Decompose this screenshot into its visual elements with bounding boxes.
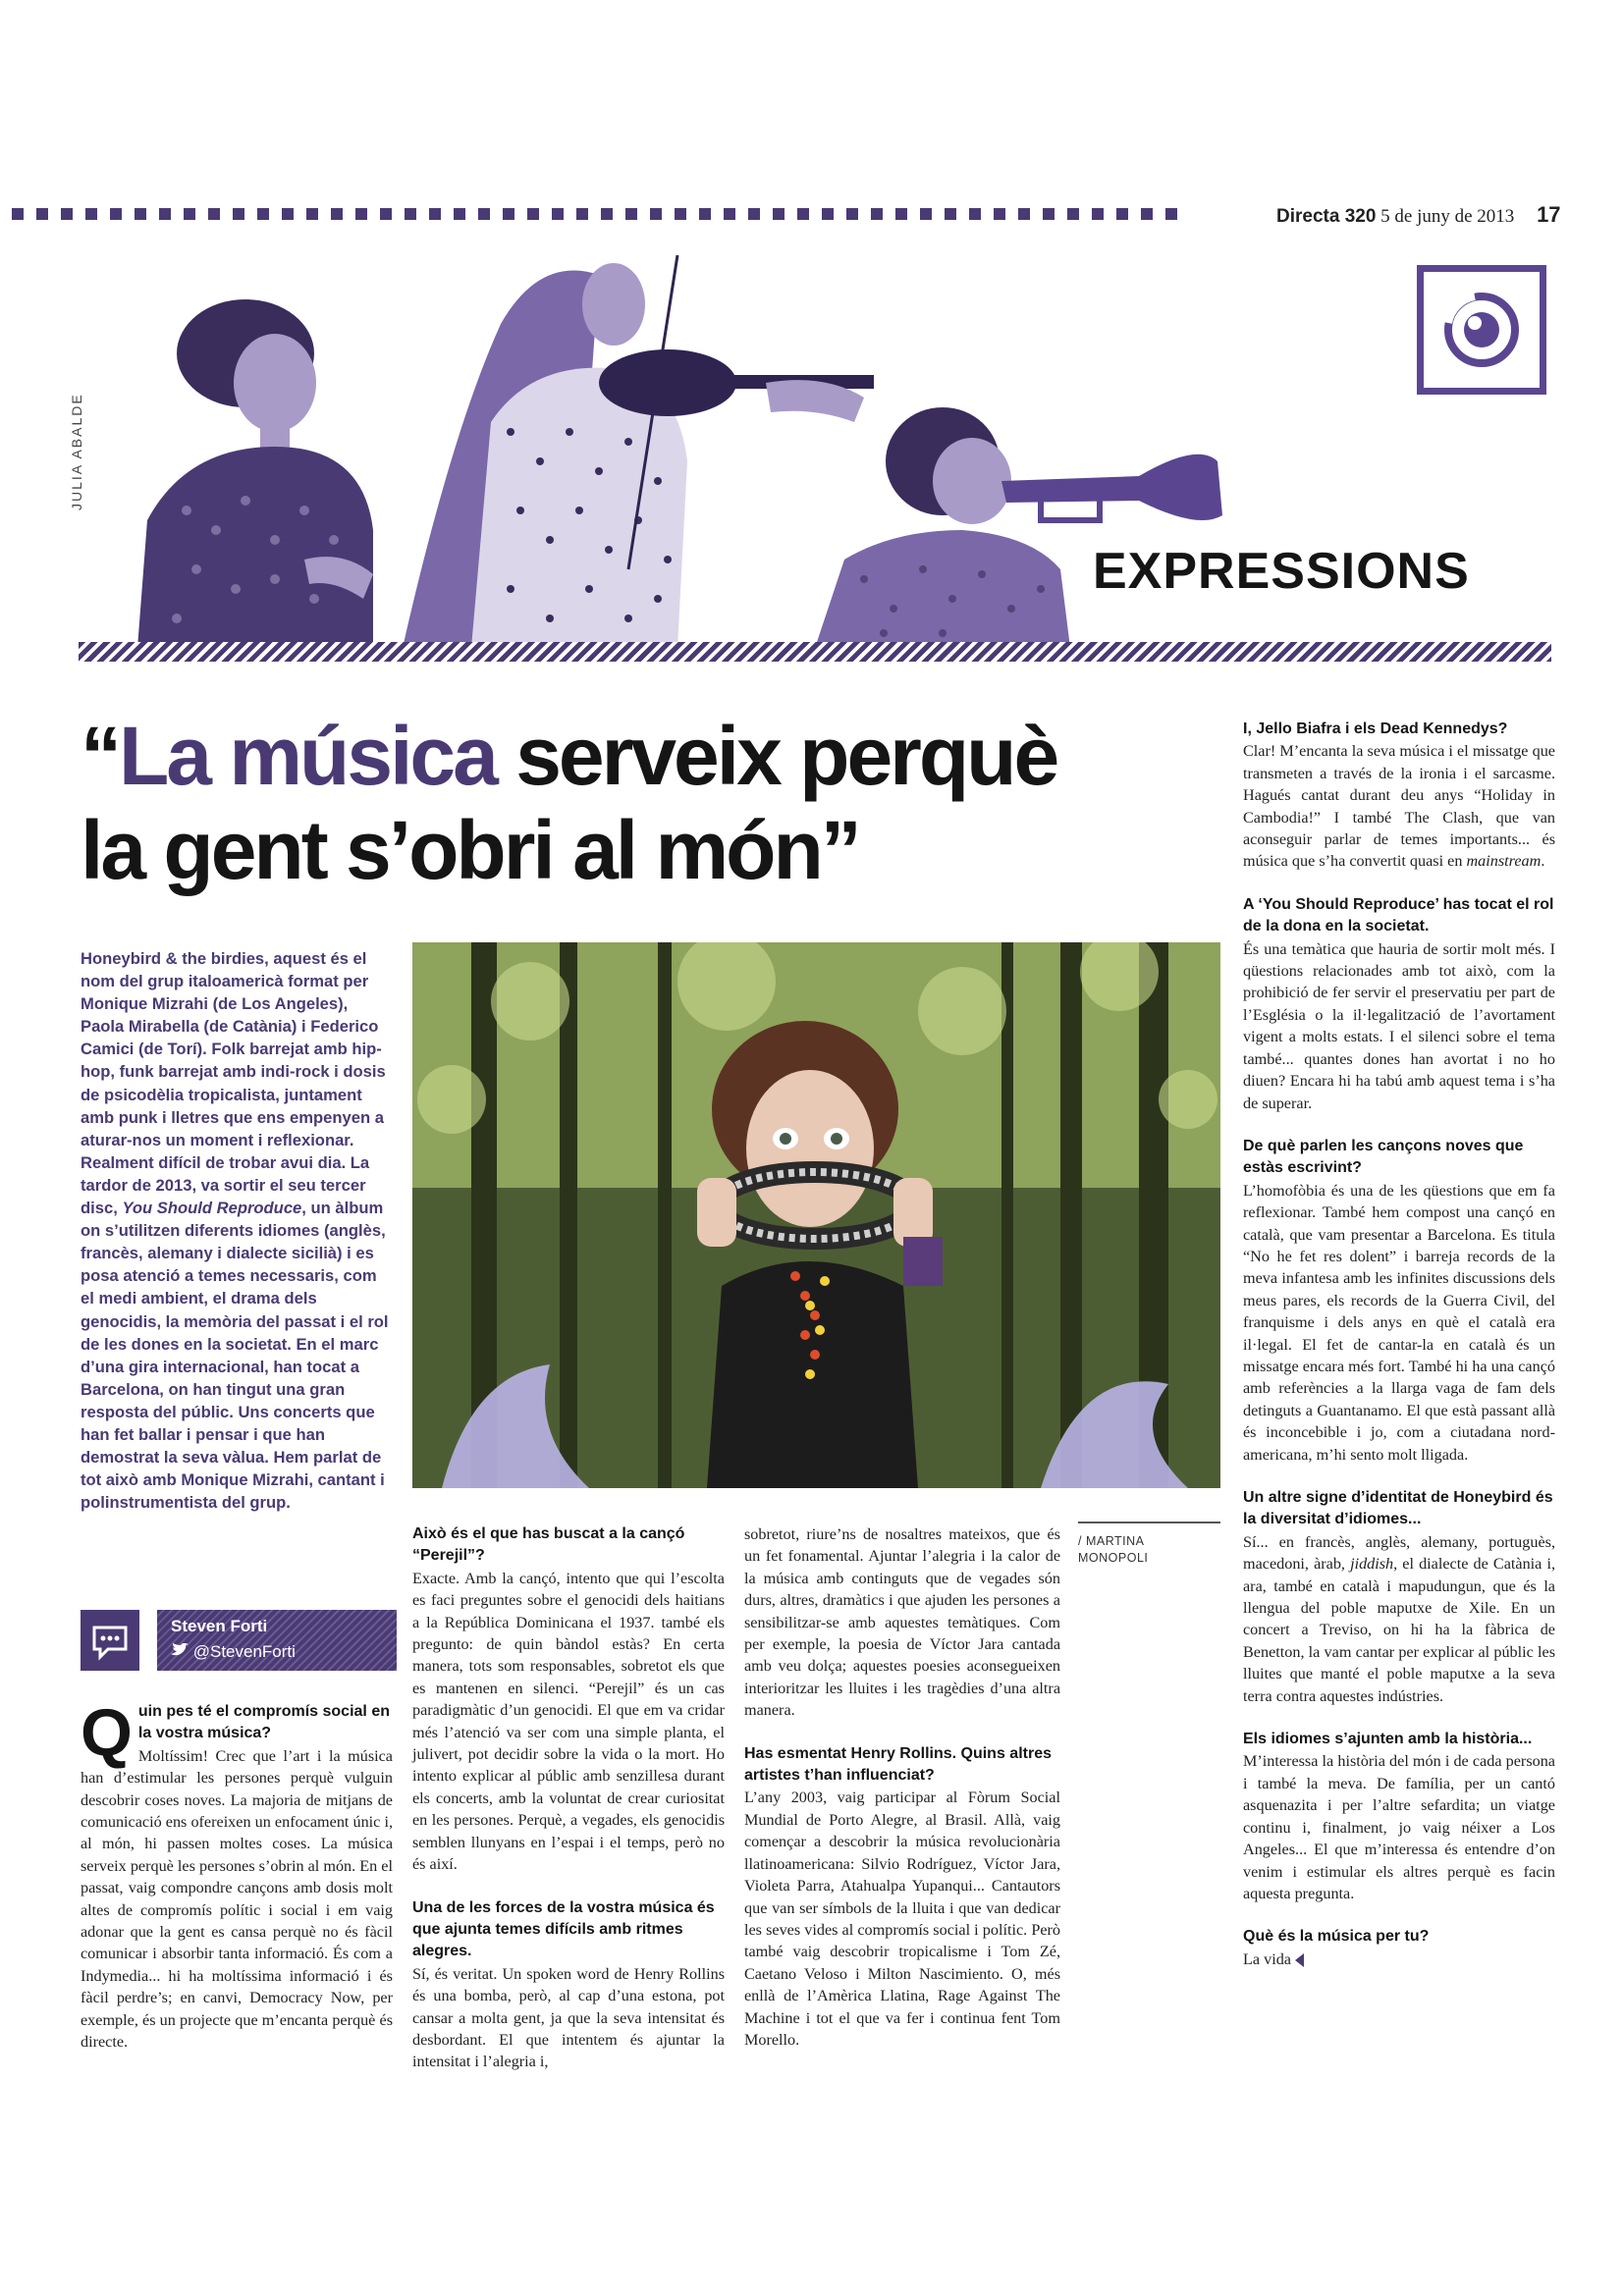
photo-credit-line1: / MARTINA bbox=[1078, 1534, 1145, 1548]
answer-10-text: La vida bbox=[1243, 1949, 1291, 1968]
answer-5-text: Clar! M’encanta la seva música i el missatge que transmeten a través de la ironia i el sarcasme. Hagués cantat durant deu anys “Holiday in Cambodia!” I també The Clash, que van aconseguir parlar de temes importants... és música que s’ha convertit quasi en bbox=[1243, 742, 1555, 871]
illustration-credit: JULIA ABALDE bbox=[69, 393, 84, 510]
question-4: Has esmentat Henry Rollins. Quins altres artistes t’han influenciat? bbox=[744, 1744, 1052, 1785]
column-3 bbox=[744, 1523, 1060, 2051]
answer-3-continued: sobretot, riure’ns de nosaltres mateixos, que és un fet fonamental. Ajuntar l’alegria i la calor de la música amb continguts que de vegades són durs, altres, dramàtics i que ajuden les persones a sensibilitzar-se amb aquestes temàtiques. Com per exemple, la poesia de Víctor Jara cantada amb veu dolça; aquestes poesies aconsegueixen interioritzar les lluites i les tragèdies d’una altra manera. bbox=[744, 1525, 1060, 1720]
lead-rest: , un àlbum on s’utilitzen diferents idiomes (anglès, francès, alemany i dialecte sicilià) i es posa atenció a temes necessaris, com el medi ambient, el drama dels genocidis, la memòria del passat i el rol de les dones en la societat. En el marc d’una gira internacional, han tocat a Barcelona, on han tingut una gran resposta del públic. Uns concerts que han fet ballar i pensar i que han demostrat la seva vàlua. Hem parlat de tot això amb Monique Mizrahi, cantant i polinstrumentista del grup. bbox=[81, 1199, 389, 1513]
headline bbox=[81, 709, 1219, 897]
answer-8-pre: Sí... en francès, anglès, alemany, portuguès, macedoni, àrab, bbox=[1243, 1532, 1555, 1574]
answer-8-text: , el dialecte de Catània i, ara, també en català i mapudungun, que és la llengua del poble maputxe de Xile. En un concert a Treviso, on hi ha la fàbrica de Benetton, la vam cantar per explicar al públic les lluites que manté el poble maputxe a la seva terra contra aquestes indústries. bbox=[1243, 1555, 1555, 1705]
headline-highlight: La música bbox=[119, 710, 496, 802]
question-5: I, Jello Biafra i els Dead Kennedys? bbox=[1243, 721, 1508, 737]
section-stripe bbox=[79, 642, 1551, 662]
violinist-figure bbox=[403, 255, 874, 648]
author-name: Steven Forti bbox=[171, 1617, 268, 1635]
lead-paragraph bbox=[81, 947, 393, 1514]
column-4 bbox=[1243, 719, 1555, 1970]
answer-8-emphasis: jiddish bbox=[1350, 1555, 1394, 1574]
headline-line2: la gent s’obri al món” bbox=[81, 804, 859, 896]
question-1: uin pes té el compromís social en la vostra música? bbox=[137, 1703, 390, 1742]
question-6: A ‘You Should Reproduce’ has tocat el rol de la dona en la societat. bbox=[1243, 895, 1554, 935]
section-title: EXPRESSIONS bbox=[1093, 543, 1470, 600]
eye-logo-icon bbox=[1417, 265, 1546, 395]
masthead bbox=[1276, 202, 1561, 228]
trumpeter-figure bbox=[815, 407, 1222, 648]
answer-1: Moltíssim! Crec que l’art i la música han d’estimular les persones perquè vulguin descobrir coses noves. La majoria de mitjans de comunicació ens ofereixen un enfocament únic i, al món, hi passen moltes coses. La música serveix perquè les persones s’obrin al món. En el passat, vaig compondre cançons amb dosis molt altes de compromís polític i social i em vaig adonar que la gent es cansa perquè no és fàcil comunicar i absorbir tanta informació. És com a Indymedia... hi ha moltíssima informació i és fàcil perdre’s; en canvi, Democracy Now, per exemple, és un projecte que m’encanta perquè és directe. bbox=[81, 1746, 393, 2052]
headline-open-quote: “ bbox=[81, 710, 119, 802]
answer-6: És una temàtica que hauria de sortir molt més. I qüestions relacionades amb tot això, com la prohibició de fer servir el preservatiu per part de l’Església o la il·legalització de l’avortament vigent a molts estats. I el silenci sobre el tema també... quantes dones han avortat i no ho diuen? Encara hi ha tabú amb aquest tema i s’ha de superar. bbox=[1243, 939, 1555, 1112]
answer-5 bbox=[1243, 740, 1555, 872]
photo-credit bbox=[1078, 1533, 1148, 1567]
answer-9: M’interessa la història del món i de cada persona i també la meva. De família, per un cantó asquenazita i per l’altre sefardita; un viatge continu i, finalment, jo vaig néixer a Los Angeles... El que m’interessa és entendre d’on venim i estimular els altres perquè es facin aquesta pregunta. bbox=[1243, 1752, 1555, 1902]
question-7: De què parlen les cançons noves que estàs escrivint? bbox=[1243, 1137, 1524, 1177]
question-8: Un altre signe d’identitat de Honeybird és la diversitat d’idiomes... bbox=[1243, 1489, 1553, 1528]
answer-5-emphasis: mainstream bbox=[1466, 852, 1542, 871]
answer-2: Exacte. Amb la cançó, intento que qui l’escolta es faci preguntes sobre el genocidi dels haitians a la República Dominicana el 1937. també els pregunto: de quin bàndol estàs? En certa manera, tots som responsables, sobretot els que es mantenen en silenci. “Perejil” és un cas paradigmàtic d’un genocidi. El que em va cridar més l’atenció va ser com una simple planta, el julivert, pot decidir sobre la vida o la mort. Ho intento explicar al públic amb senzillesa durant els concerts, amb la voluntat de crear curiositat en les persones. Perquè, a vegades, els genocidis semblen llunyans en l’espai i el temps, però no és així. bbox=[412, 1569, 725, 1874]
answer-5-end: . bbox=[1541, 852, 1545, 871]
top-dotted-rule bbox=[12, 208, 1224, 220]
drop-cap: Q bbox=[81, 1695, 133, 1770]
question-3: Una de les forces de la vostra música és que ajunta temes difícils amb ritmes alegres. bbox=[412, 1898, 715, 1960]
publication-name: Directa 320 bbox=[1276, 206, 1377, 227]
column-2 bbox=[412, 1523, 725, 2073]
lead-text: Honeybird & the birdies, aquest és el nom del grup italoamericà format per Monique Mizrahi (de Los Angeles), Paola Mirabella (de Catània) i Federico Camici (de Torí). Folk barrejat amb hip-hop, funk barrejat amb indi-rock i dosis de psicodèlia tropicalista, juntament amb punk i lletres que ens empenyen a aturar-nos un moment i reflexionar. Realment difícil de trobar avui dia. La tardor de 2013, va sortir el seu tercer disc, bbox=[81, 949, 386, 1218]
page-number: 17 bbox=[1537, 202, 1561, 227]
question-2: Això és el que has buscat a la cançó “Perejil”? bbox=[412, 1525, 685, 1565]
answer-10 bbox=[1243, 1949, 1555, 1970]
article-photo bbox=[412, 942, 1220, 1488]
answer-8 bbox=[1243, 1531, 1555, 1707]
chat-bubble-icon bbox=[81, 1610, 139, 1671]
end-mark-icon bbox=[1295, 1953, 1304, 1967]
headline-line1: serveix perquè bbox=[495, 710, 1057, 802]
question-9: Els idiomes s’ajunten amb la història... bbox=[1243, 1731, 1533, 1748]
author-box bbox=[81, 1610, 397, 1671]
answer-4: L’any 2003, vaig participar al Fòrum Social Mundial de Porto Alegre, al Brasil. Allà, vaig començar a descobrir la música revolucionària llatinoamericana: Silvio Rodríguez, Víctor Jara, Violeta Parra, Atahualpa Yupanqui... Cantautors que van ser símbols de la lluita i que van dedicar les seves vides al compromís social i polític. Però també vaig descobrir tropicalisme i Tom Zé, Caetano Veloso i Milton Nascimiento. O, més enllà de l’Amèrica Llatina, Rage Against The Machine i tot el que va fer i continua fent Tom Morello. bbox=[744, 1789, 1060, 2049]
author-handle[interactable]: @StevenForti bbox=[192, 1642, 296, 1661]
photo-credit-line2: MONOPOLI bbox=[1078, 1551, 1149, 1565]
author-handle-row bbox=[171, 1642, 296, 1662]
singer-figure bbox=[137, 299, 373, 648]
question-10: Què és la música per tu? bbox=[1243, 1928, 1430, 1946]
answer-7: L’homofòbia és una de les qüestions que em fa reflexionar. També hem compost una cançó en català, que vam presentar a Barcelona. Es titula “No he fet res dolent” i barreja records de la meva infantesa amb les infinites discussions dels meus pares, els records de la Guerra Civil, del franquisme i dels anys en què el català era il·legal. El fet de cantar-la en català és un missatge encara més fort. També hi ha una cançó amb referències a la llarga vaga de fam dels detinguts a Guantanamo. El que està passant allà és inconcebible i jo, com a ciutadana nord-americana, m’hi sento molt lligada. bbox=[1243, 1181, 1555, 1464]
issue-date: 5 de juny de 2013 bbox=[1380, 206, 1515, 227]
twitter-bird-icon bbox=[171, 1642, 193, 1661]
column-1 bbox=[81, 1695, 393, 2054]
lead-album: You Should Reproduce bbox=[122, 1199, 302, 1218]
answer-3: Sí, és veritat. Un spoken word de Henry Rollins és una bomba, però, al cap d’una estona, pot cansar a molta gent, ja que la seva intensitat és desbordant. El que intentem és ajuntar la intensitat i l’alegria i, bbox=[412, 1964, 725, 2071]
